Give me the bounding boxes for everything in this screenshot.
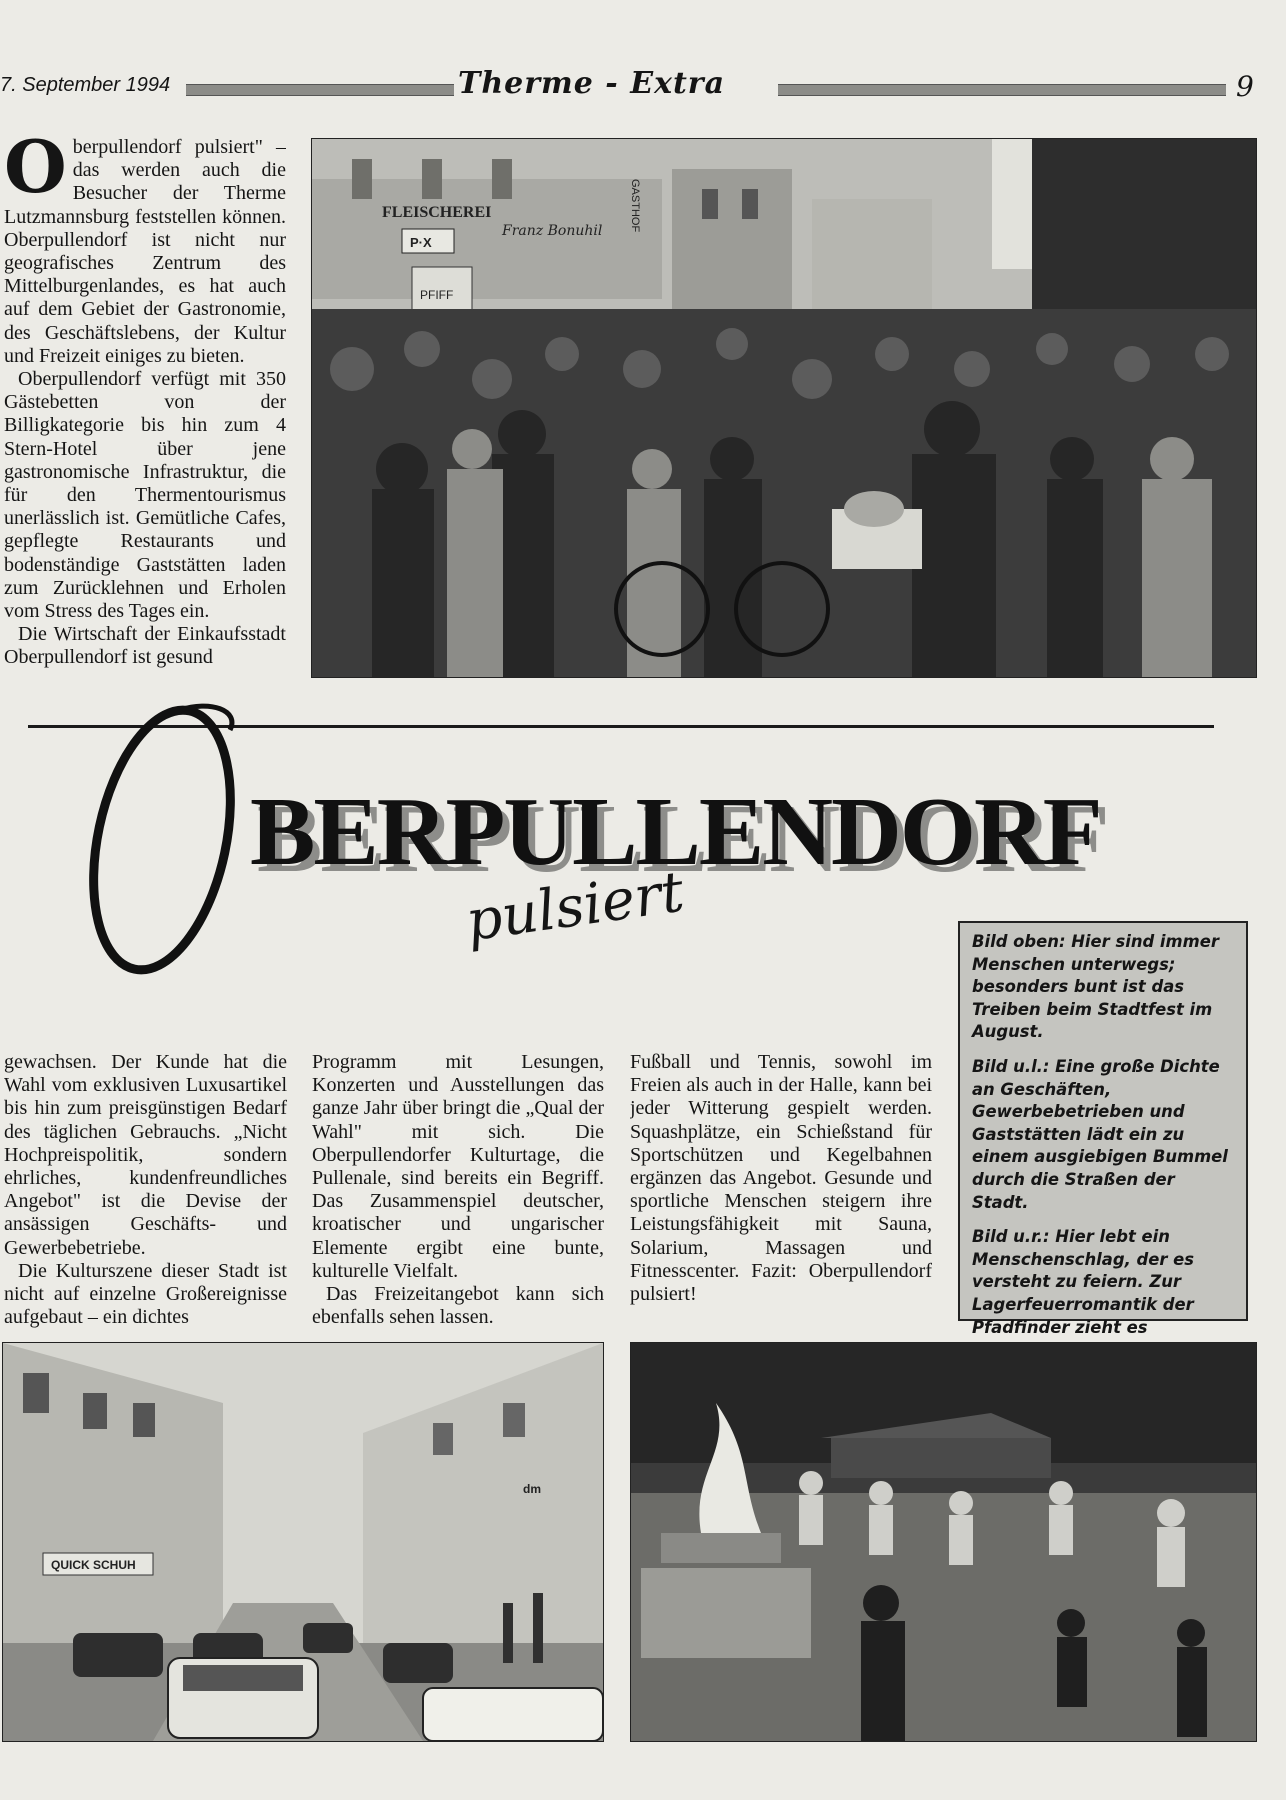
svg-text:FLEISCHEREI: FLEISCHEREI <box>382 204 492 221</box>
caption-bottom-right: Bild u.r.: Hier lebt ein Menschenschlag, der es versteht zu feiern. Zur Lagerfeuerromantik der Pfadfinder zieht es <box>972 1227 1195 1337</box>
article-column-3 <box>630 1051 932 1333</box>
intro-paragraph: berpullendorf pulsiert" – das werden auch die Besucher der Therme Lutzmannsburg feststellen können. Oberpullendorf ist nicht nur geografisches Zentrum des Mittelburgenlandes, es hat auch auf dem Gebiet der Gastronomie, des Geschäftslebens, der Kultur und Freizeit einiges zu bieten. <box>4 136 286 367</box>
column-paragraph: Fußball und Tennis, sowohl im Freien als auch in der Halle, kann bei jeder Witterung gespielt werden. Squashplätze, ein Schießstand für Sportschützen und Kegelbahnen ergänzen das Angebot. Gesunde und sportliche Menschen steigern ihre Leistungsfähigkeit mit Sauna, Solarium, Massagen und Fitnesscenter. Fazit: Oberpullendorf pulsiert! <box>630 1051 932 1306</box>
article-column-2 <box>312 1051 604 1333</box>
decorative-initial-o <box>70 690 250 990</box>
column-paragraph: Die Kulturszene dieser Stadt ist nicht auf einzelne Großereignisse aufgebaut – ein dichtes <box>4 1259 287 1329</box>
svg-text:QUICK SCHUH: QUICK SCHUH <box>51 1558 136 1572</box>
intro-column <box>4 136 286 684</box>
column-paragraph: gewachsen. Der Kunde hat die Wahl vom exklusiven Luxusartikel bis hin zum preisgünstigen Bedarf des täglichen Gebrauchs. „Nicht Hochpreispolitik, sondern ehrliches, kundenfreundliches Angebot" ist die Devise der ansässigen Geschäfts- und Gewerbebetriebe. <box>4 1051 287 1259</box>
svg-text:PFIFF: PFIFF <box>420 288 454 302</box>
issue-date: 7. September 1994 <box>0 74 171 96</box>
headline-title: BERPULLENDORF <box>250 778 1101 886</box>
photo-street-festival-image <box>312 139 1256 677</box>
column-paragraph: Programm mit Lesungen, Konzerten und Ausstellungen das ganze Jahr über bringt die „Qual der Wahl" mit sich. Die Oberpullendorfer Kulturtage, die Pullenale, sind bereits ein Begriff. Das Zusammenspiel deutscher, kroatischer und ungarischer Elemente ergibt eine bunte, kulturelle Vielfalt. <box>312 1051 604 1282</box>
page-number: 9 <box>1236 70 1254 103</box>
photo-shopping-street-image <box>3 1343 603 1741</box>
caption-bottom-left: Bild u.l.: Eine große Dichte an Geschäften, Gewerbebetrieben und Gaststätten lädt ein zu einem ausgiebigen Bummel durch die Straßen der Stadt. <box>972 1056 1228 1212</box>
svg-text:dm: dm <box>523 1482 541 1496</box>
intro-paragraph: Die Wirtschaft der Einkaufsstadt Oberpullendorf ist gesund <box>4 623 286 669</box>
header-rule-right <box>778 84 1226 96</box>
column-paragraph: Das Freizeitangebot kann sich ebenfalls sehen lassen. <box>312 1283 604 1329</box>
photo-campfire <box>630 1342 1257 1742</box>
headline-subtitle: pulsiert <box>462 859 688 955</box>
svg-text:GASTHOF: GASTHOF <box>629 179 641 233</box>
section-title: Therme - Extra <box>458 66 726 101</box>
photo-campfire-image <box>631 1343 1256 1741</box>
svg-text:P·X: P·X <box>410 235 432 250</box>
drop-cap: O <box>4 136 67 209</box>
header-rule-left <box>186 84 454 96</box>
intro-paragraph: Oberpullendorf verfügt mit 350 Gästebetten von der Billigkategorie bis hin zum 4 Stern-Hotel über jene gastronomische Infrastruktur, die für den Thermentourismus unerlässlich ist. Gemütliche Cafes, gepflegte Restaurants und bodenständige Gaststätten laden zum Zurücklehnen und Erholen vom Stress des Tages ein. <box>4 368 286 623</box>
svg-text:Franz Bonuhil: Franz Bonuhil <box>502 223 603 239</box>
photo-shopping-street <box>2 1342 604 1742</box>
article-column-1 <box>4 1051 287 1333</box>
photo-street-festival <box>311 138 1257 678</box>
photo-captions <box>958 921 1248 1337</box>
caption-top: Bild oben: Hier sind immer Menschen unterwegs; besonders bunt ist das Treiben beim Stadtfest im August. <box>972 932 1219 1042</box>
